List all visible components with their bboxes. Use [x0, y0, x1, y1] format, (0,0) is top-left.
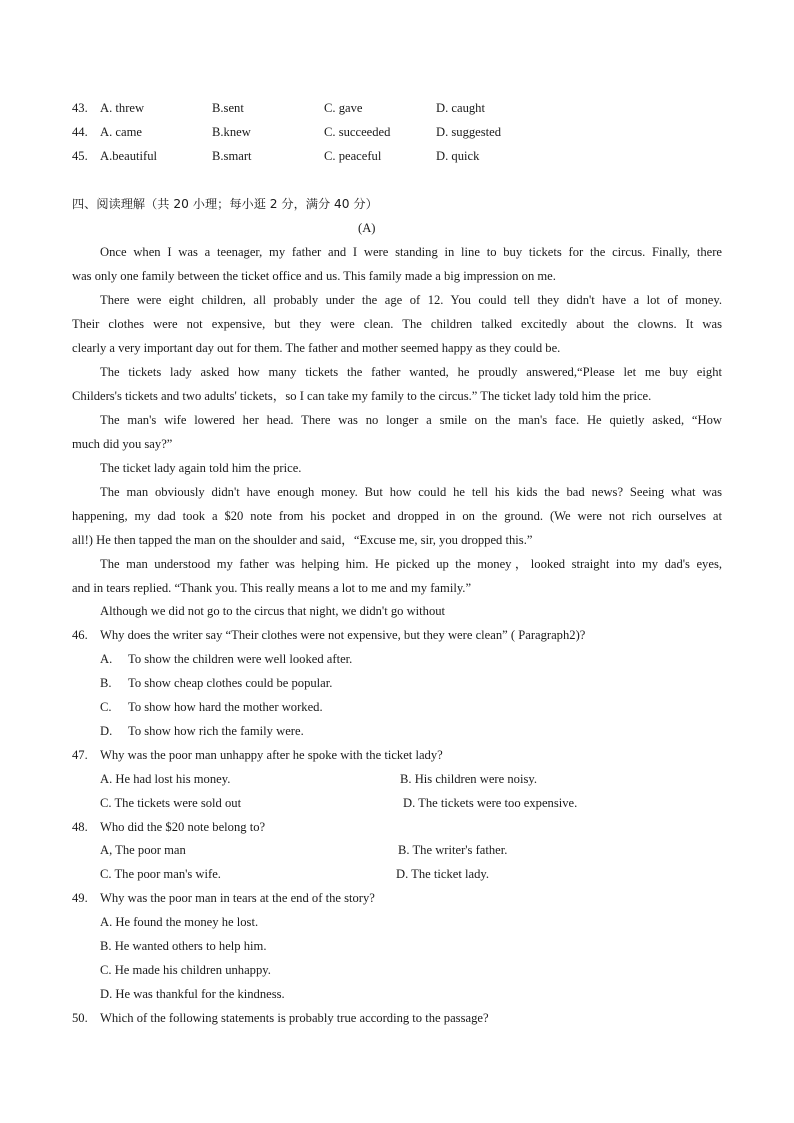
option-b: B.smart — [212, 149, 252, 163]
option-letter: D. — [100, 724, 113, 738]
question-number: 46. — [72, 628, 88, 642]
passage-line: The man obviously didn't have enough money. But how could he tell his kids the bad news? Seeing what was — [100, 485, 722, 499]
option-b: B.sent — [212, 101, 244, 115]
question-text: Why was the poor man unhappy after he spoke with the ticket lady? — [100, 748, 443, 762]
option-c: C. He made his children unhappy. — [100, 963, 271, 977]
question-text: Who did the $20 note belong to? — [100, 820, 266, 834]
passage-line: Once when I was a teenager, my father and I were standing in line to buy tickets for the circus. Finally, there — [100, 245, 722, 259]
option-c: C. peaceful — [324, 149, 382, 163]
option-b: B. The writer's father. — [398, 843, 508, 857]
option-b: B. His children were noisy. — [400, 772, 537, 786]
question-text: Which of the following statements is probably true according to the passage? — [100, 1011, 489, 1025]
question-number: 44. — [72, 125, 88, 139]
option-c: C. The poor man's wife. — [100, 867, 221, 881]
passage-line: The tickets lady asked how many tickets the father wanted, he proudly answered,“Please let me buy eight — [100, 365, 722, 379]
passage-line: much did you say?” — [72, 437, 173, 451]
option-letter: C. — [100, 700, 112, 714]
option-b: B. He wanted others to help him. — [100, 939, 267, 953]
option-c: C. succeeded — [324, 125, 391, 139]
option-text: To show cheap clothes could be popular. — [128, 676, 333, 690]
passage-label: (A) — [358, 221, 376, 235]
question-text: Why does the writer say “Their clothes were not expensive, but they were clean” ( Paragraph2)? — [100, 628, 586, 642]
question-number: 47. — [72, 748, 88, 762]
passage-line: was only one family between the ticket office and us. This family made a big impression on me. — [72, 269, 556, 283]
option-text: To show how rich the family were. — [128, 724, 304, 738]
passage-line: There were eight children, all probably under the age of 12. You could tell they didn't have a lot of money. — [100, 293, 722, 307]
option-a: A.beautiful — [100, 149, 158, 163]
section-heading: 四、阅读理解（共 20 小理；每小逛 2 分，满分 40 分） — [72, 197, 378, 211]
option-b: B.knew — [212, 125, 251, 139]
passage-line: all!) He then tapped the man on the shoulder and said，“Excuse me, sir, you dropped this.” — [72, 533, 533, 547]
question-text: Why was the poor man in tears at the end of the story? — [100, 891, 375, 905]
passage-line: The man understood my father was helping him. He picked up the money，looked straight into my dad's eyes, — [100, 557, 722, 571]
option-letter: A. — [100, 652, 113, 666]
option-d: D. quick — [436, 149, 480, 163]
option-d: D. caught — [436, 101, 485, 115]
passage-line: The man's wife lowered her head. There was no longer a smile on the man's face. He quietly asked, “How — [100, 413, 722, 427]
passage-line: Although we did not go to the circus that night, we didn't go without — [100, 604, 446, 618]
option-text: To show the children were well looked after. — [128, 652, 353, 666]
option-a: A. He found the money he lost. — [100, 915, 259, 929]
option-d: D. The ticket lady. — [396, 867, 490, 881]
passage-line: clearly a very important day out for them. The father and mother seemed happy as they could be. — [72, 341, 561, 355]
option-c: C. gave — [324, 101, 363, 115]
option-letter: B. — [100, 676, 112, 690]
option-c: C. The tickets were sold out — [100, 796, 242, 810]
option-d: D. suggested — [436, 125, 502, 139]
option-a: A. He had lost his money. — [100, 772, 231, 786]
passage-line: Their clothes were not expensive, but they were clean. The children talked excitedly about the clowns. It was — [72, 317, 722, 331]
question-number: 45. — [72, 149, 88, 163]
passage-line: Childers's tickets and two adults' tickets，so I can take my family to the circus.” The ticket lady told him the price. — [72, 389, 652, 403]
passage-line: and in tears replied. “Thank you. This really means a lot to me and my family.” — [72, 581, 472, 595]
option-a: A, The poor man — [100, 843, 186, 857]
option-a: A. threw — [100, 101, 145, 115]
option-text: To show how hard the mother worked. — [128, 700, 323, 714]
question-number: 48. — [72, 820, 88, 834]
option-a: A. came — [100, 125, 142, 139]
question-number: 50. — [72, 1011, 88, 1025]
passage-line: happening, my dad took a $20 note from his pocket and dropped in on the ground. (We were not rich ourselves at — [72, 509, 722, 523]
option-d: D. He was thankful for the kindness. — [100, 987, 285, 1001]
option-d: D. The tickets were too expensive. — [403, 796, 578, 810]
question-number: 43. — [72, 101, 88, 115]
passage-line: The ticket lady again told him the price. — [100, 461, 302, 475]
question-number: 49. — [72, 891, 88, 905]
